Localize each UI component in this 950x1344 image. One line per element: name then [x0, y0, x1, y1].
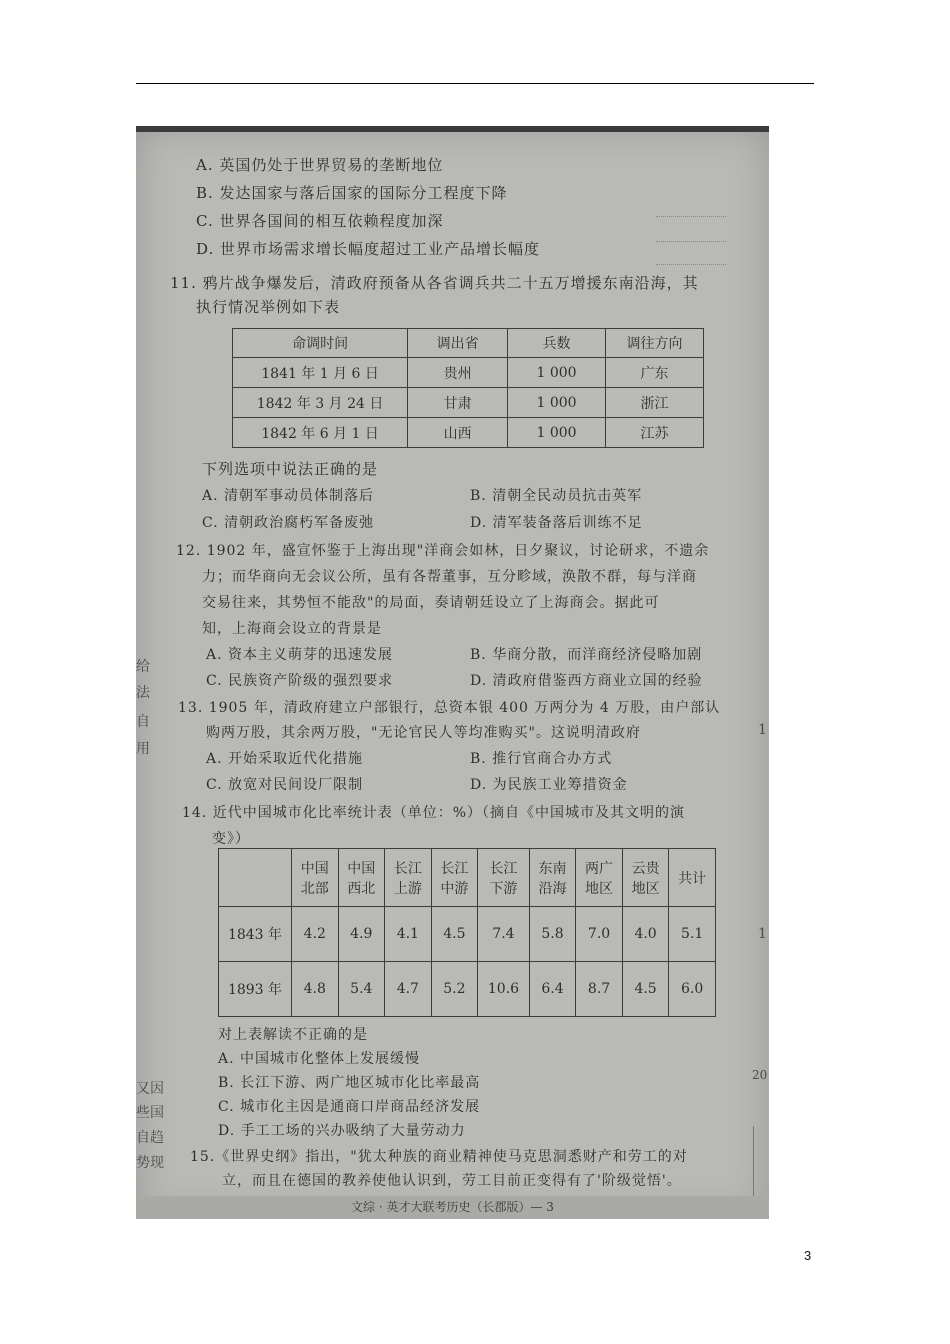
- q11-cell: 1 000: [508, 388, 606, 418]
- q11-option-c: C. 清朝政治腐朽军备废弛: [202, 515, 375, 531]
- q14-value-cell: 4.5: [622, 962, 669, 1017]
- q14-option-b: B. 长江下游、两广地区城市化比率最高: [218, 1075, 481, 1091]
- margin-fragment: 给: [136, 659, 150, 675]
- q10-option-d: D. 世界市场需求增长幅度超过工业产品增长幅度: [196, 240, 541, 258]
- photo-edge: [136, 126, 769, 132]
- q10-option-a: A. 英国仍处于世界贸易的垄断地位: [196, 156, 444, 174]
- q14-value-cell: 10.6: [478, 962, 530, 1017]
- margin-fragment: 些国: [136, 1105, 164, 1121]
- q14-corner-cell: [219, 849, 292, 907]
- margin-fragment: 又因: [136, 1081, 164, 1097]
- q12-option-c: C. 民族资产阶级的强烈要求: [206, 673, 394, 689]
- margin-fragment: 自趋: [136, 1130, 164, 1146]
- margin-fragment: 自: [136, 714, 150, 730]
- q14-year-cell: 1893 年: [219, 962, 292, 1017]
- q12-line: 知，上海商会设立的背景是: [202, 621, 382, 637]
- q14-value-cell: 4.2: [292, 907, 339, 962]
- q13-option-d: D. 为民族工业筹措资金: [470, 777, 628, 793]
- q11-cell: 贵州: [408, 358, 508, 388]
- q11-option-b: B. 清朝全民动员抗击英军: [470, 488, 643, 504]
- q12-option-a: A. 资本主义萌芽的迅速发展: [206, 647, 394, 663]
- q11-header-cell: 调往方向: [606, 329, 704, 358]
- q11-cell: 山西: [408, 418, 508, 448]
- margin-fragment: 势现: [136, 1155, 164, 1171]
- q14-value-cell: 4.0: [622, 907, 669, 962]
- q11-cell: 1 000: [508, 358, 606, 388]
- q11-cell: 1842 年 6 月 1 日: [233, 418, 408, 448]
- q14-value-cell: 5.2: [431, 962, 478, 1017]
- q14-header-cell: 东南 沿海: [529, 849, 576, 907]
- q13-line: 13. 1905 年，清政府建立户部银行，总资本银 400 万两分为 4 万股，由户部认: [178, 700, 721, 716]
- q14-value-cell: 8.7: [576, 962, 623, 1017]
- q12-line: 交易往来，其势恒不能敌"的局面，奏请朝廷设立了上海商会。据此可: [202, 595, 660, 611]
- q14-value-cell: 5.8: [529, 907, 576, 962]
- q14-option-d: D. 手工工场的兴办吸纳了大量劳动力: [218, 1123, 466, 1139]
- q12-option-b: B. 华商分散，而洋商经济侵略加剧: [470, 647, 703, 663]
- q14-option-a: A. 中国城市化整体上发展缓慢: [218, 1051, 421, 1067]
- q14-header-cell: 两广 地区: [576, 849, 623, 907]
- q14-value-cell: 7.0: [576, 907, 623, 962]
- q14-value-cell: 4.9: [338, 907, 385, 962]
- q11-cell: 广东: [606, 358, 704, 388]
- q11-stem-cont: 执行情况举例如下表: [196, 298, 341, 316]
- bleed-line: [656, 264, 726, 265]
- q10-option-b: B. 发达国家与落后国家的国际分工程度下降: [196, 184, 508, 202]
- q11-cell: 甘肃: [408, 388, 508, 418]
- q11-option-a: A. 清朝军事动员体制落后: [202, 488, 375, 504]
- q14-year-cell: 1843 年: [219, 907, 292, 962]
- q11-option-d: D. 清军装备落后训练不足: [470, 515, 643, 531]
- q14-header-cell: 云贵 地区: [622, 849, 669, 907]
- q14-value-cell: 7.4: [478, 907, 530, 962]
- q15-line: 15.《世界史纲》指出，"犹太种族的商业精神使马克思洞悉财产和劳工的对: [190, 1149, 688, 1165]
- bleed-line: [656, 241, 726, 242]
- q14-stem: 14. 近代中国城市化比率统计表（单位：%）（摘自《中国城市及其文明的演: [182, 805, 686, 821]
- q11-cell: 江苏: [606, 418, 704, 448]
- q14-prompt: 对上表解读不正确的是: [218, 1027, 368, 1043]
- q11-header-cell: 调出省: [408, 329, 508, 358]
- q11-header-cell: 命调时间: [233, 329, 408, 358]
- q11-cell: 1 000: [508, 418, 606, 448]
- q14-value-cell: 6.4: [529, 962, 576, 1017]
- q12-line: 力；而华商向无会议公所，虽有各帮董事，互分畛域，涣散不群，每与洋商: [202, 569, 697, 585]
- q14-header-cell: 长江 中游: [431, 849, 478, 907]
- q14-value-cell: 4.5: [431, 907, 478, 962]
- q12-option-d: D. 清政府借鉴西方商业立国的经验: [470, 673, 703, 689]
- exam-footer: 文综 · 英才大联考历史（长郡版）— 3: [351, 1200, 554, 1214]
- q14-header-cell: 中国 西北: [338, 849, 385, 907]
- margin-fragment: 1: [758, 722, 767, 738]
- bleed-line: [656, 216, 726, 217]
- q11-header-cell: 兵数: [508, 329, 606, 358]
- q13-option-c: C. 放宽对民间设厂限制: [206, 777, 364, 793]
- q10-option-c: C. 世界各国间的相互依赖程度加深: [196, 212, 444, 230]
- q14-header-cell: 中国 北部: [292, 849, 339, 907]
- margin-fragment: 法: [136, 685, 150, 701]
- q14-value-cell: 5.1: [669, 907, 716, 962]
- q14-value-cell: 4.7: [385, 962, 432, 1017]
- q13-option-a: A. 开始采取近代化措施: [206, 751, 364, 767]
- q14-value-cell: 5.4: [338, 962, 385, 1017]
- q14-table: [218, 848, 716, 1017]
- q14-value-cell: 4.8: [292, 962, 339, 1017]
- q14-header-cell: 长江 下游: [478, 849, 530, 907]
- margin-fragment: 20: [752, 1068, 768, 1082]
- q13-option-b: B. 推行官商合办方式: [470, 751, 613, 767]
- q13-line: 购两万股，其余两万股，"无论官民人等均准购买"。这说明清政府: [206, 725, 641, 741]
- q11-cell: 1841 年 1 月 6 日: [233, 358, 408, 388]
- q11-prompt: 下列选项中说法正确的是: [202, 460, 379, 478]
- q12-line: 12. 1902 年，盛宣怀鉴于上海出现"洋商会如林，日夕聚议，讨论研求，不遗余: [176, 543, 710, 559]
- q11-stem: 11. 鸦片战争爆发后，清政府预备从各省调兵共二十五万增援东南沿海，其: [170, 274, 699, 292]
- q11-cell: 浙江: [606, 388, 704, 418]
- margin-fragment: 用: [136, 741, 150, 757]
- q14-header-cell: 长江 上游: [385, 849, 432, 907]
- q14-header-cell: 共计: [669, 849, 716, 907]
- header-rule: [136, 83, 814, 84]
- q11-cell: 1842 年 3 月 24 日: [233, 388, 408, 418]
- margin-fragment: 1: [758, 926, 767, 942]
- exam-photo: [136, 126, 769, 1219]
- q11-table: [232, 328, 704, 448]
- q14-value-cell: 4.1: [385, 907, 432, 962]
- q15-line: 立，而且在德国的教养使他认识到，劳工目前正变得有了'阶级觉悟'。: [222, 1173, 682, 1189]
- q14-stem-cont: 变》）: [212, 831, 250, 847]
- page-number: 3: [804, 1248, 812, 1263]
- q14-option-c: C. 城市化主因是通商口岸商品经济发展: [218, 1099, 481, 1115]
- q14-value-cell: 6.0: [669, 962, 716, 1017]
